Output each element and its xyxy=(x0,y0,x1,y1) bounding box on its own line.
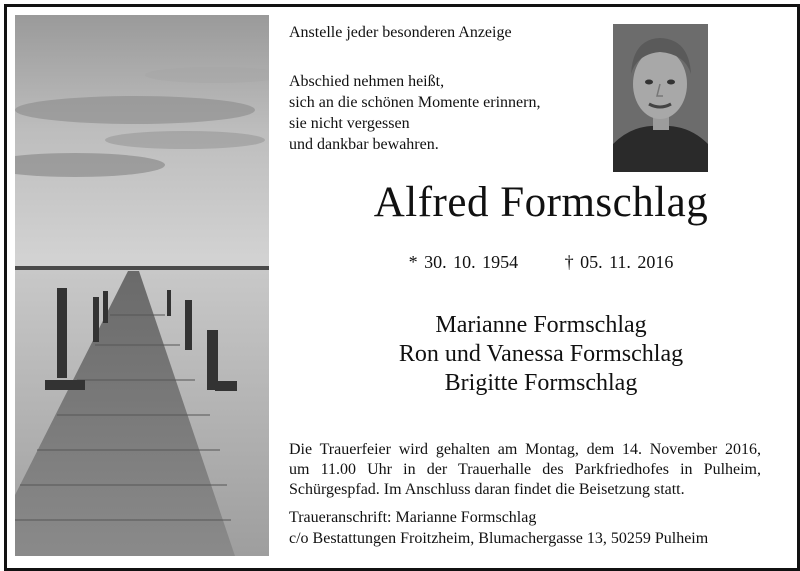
jetty-photo xyxy=(15,15,269,556)
verse-line: und dankbar bewahren. xyxy=(289,136,439,153)
funeral-notice xyxy=(289,440,761,500)
jetty-image xyxy=(15,15,269,556)
birth-date: * 30. 10. 1954 xyxy=(408,252,519,272)
verse-line: sie nicht vergessen xyxy=(289,115,410,132)
mourning-address xyxy=(289,507,708,549)
deceased-name: Alfred Formschlag xyxy=(373,179,709,226)
verse-line: sich an die schönen Momente erinnern, xyxy=(289,94,541,111)
death-date: † 05. 11. 2016 xyxy=(564,252,674,272)
farewell-verse xyxy=(289,71,540,155)
mourner-name: Brigitte Formschlag xyxy=(444,370,638,396)
obituary-card xyxy=(4,4,800,571)
mourner-name: Marianne Formschlag xyxy=(435,312,647,338)
address-line: c/o Bestattungen Froitzheim, Blumachergasse 13, 50259 Pulheim xyxy=(289,530,709,547)
funeral-notice-line: Die Trauerfeier wird gehalten am Montag, dem 14. November 2016, xyxy=(289,441,761,458)
portrait-photo xyxy=(613,24,708,172)
life-dates xyxy=(285,252,797,273)
address-line: Traueranschrift: Marianne Formschlag xyxy=(289,509,537,526)
verse-line: Abschied nehmen heißt, xyxy=(289,73,445,90)
portrait-image xyxy=(613,24,708,172)
mourners-list xyxy=(285,311,797,398)
notice-heading: Anstelle jeder besonderen Anzeige xyxy=(289,24,512,41)
funeral-notice-line: Schürgespfad. Im Anschluss daran findet die Beisetzung statt. xyxy=(289,481,685,498)
text-column xyxy=(285,7,797,568)
mourner-name: Ron und Vanessa Formschlag xyxy=(398,341,684,367)
funeral-notice-line: um 11.00 Uhr in der Trauerhalle des Parkfriedhofes in Pulheim, xyxy=(289,461,761,478)
